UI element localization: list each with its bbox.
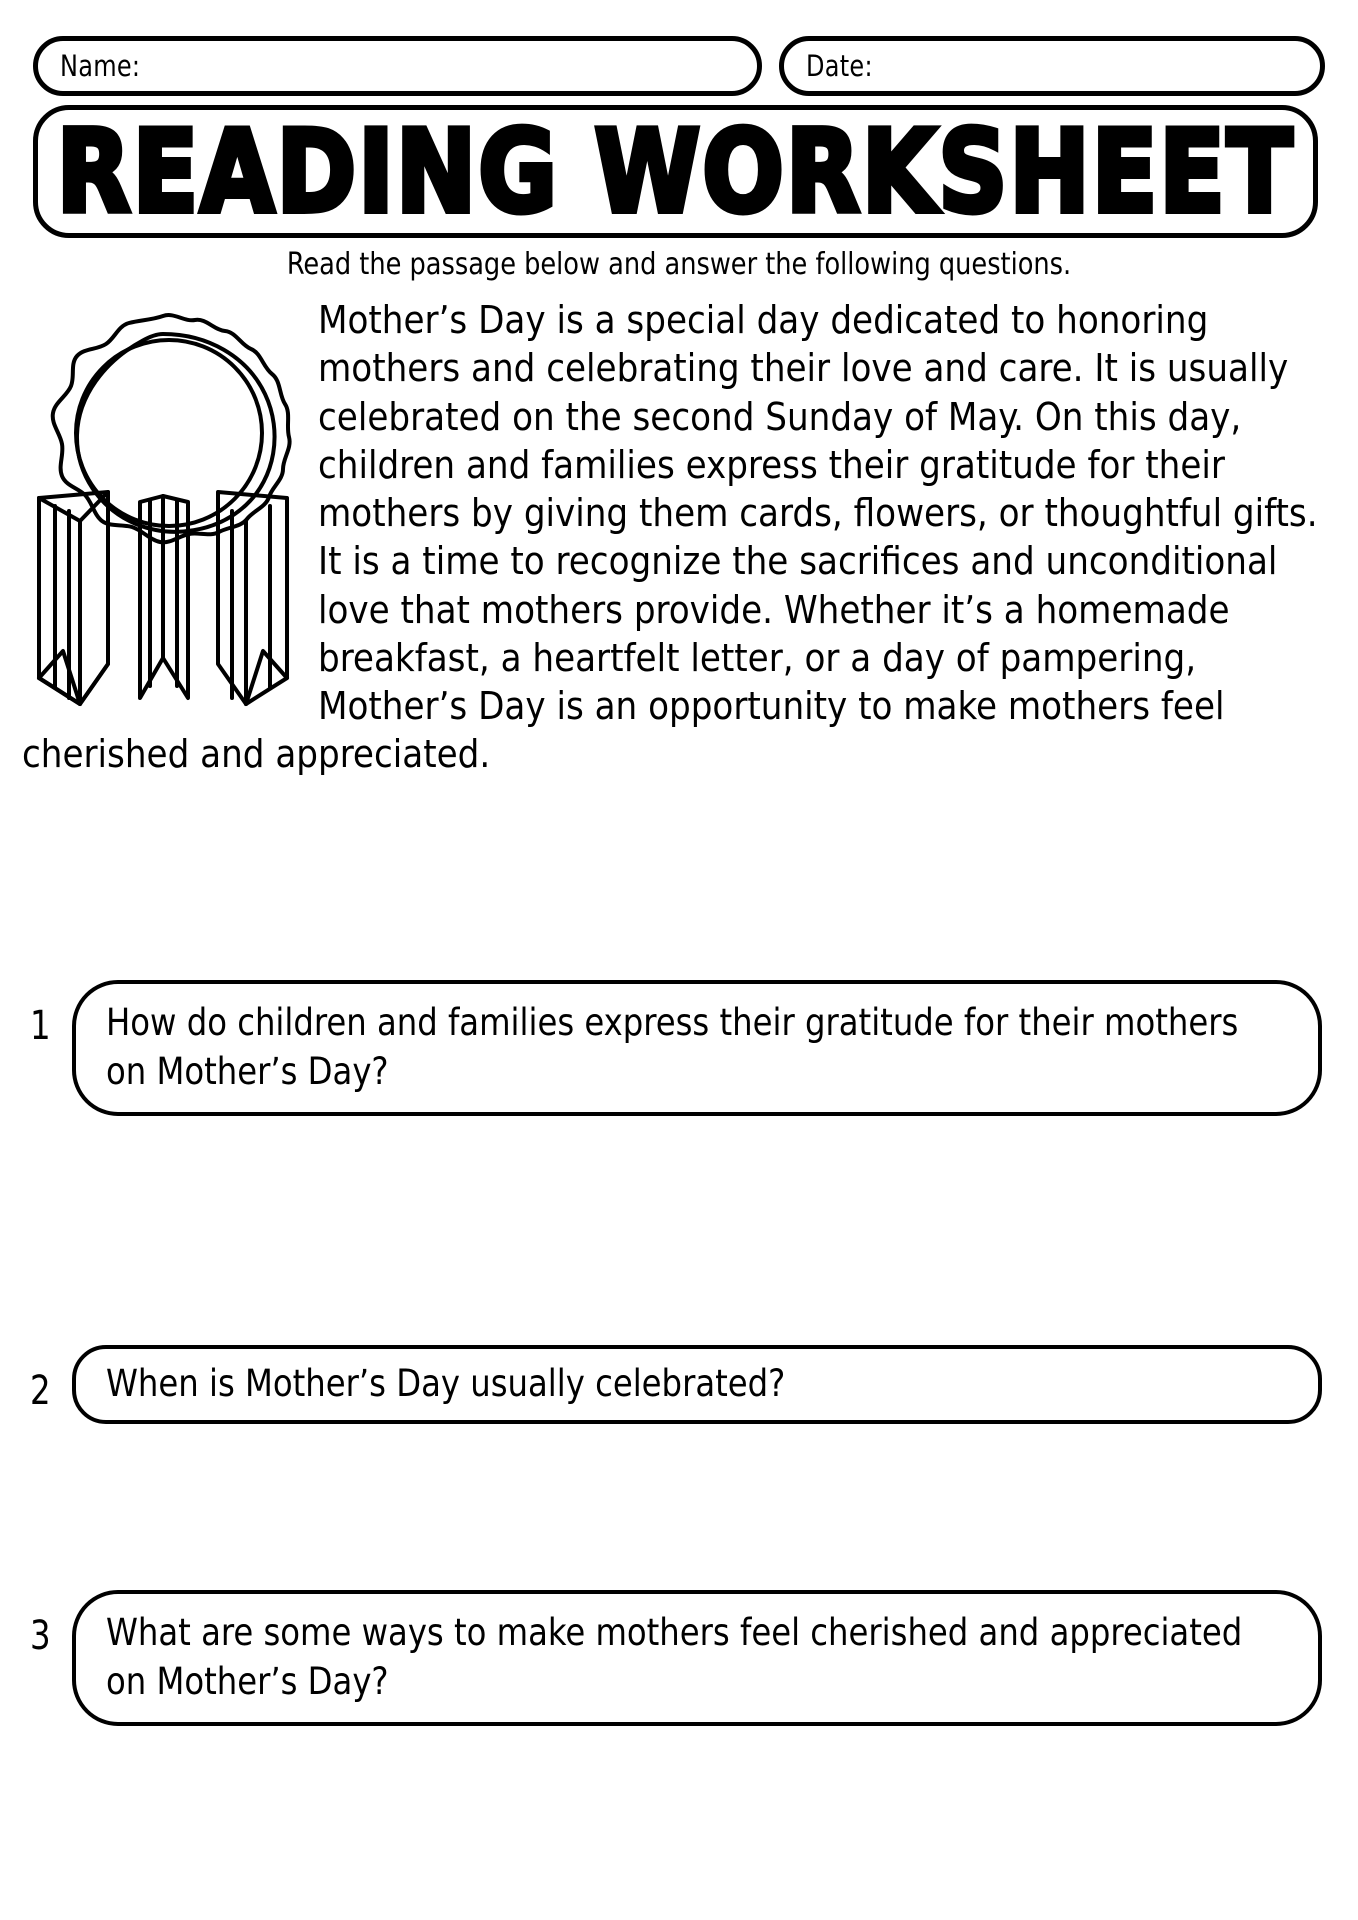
question-number-1: 1 — [30, 1003, 51, 1049]
question-number-3: 3 — [30, 1613, 51, 1659]
name-field[interactable] — [33, 36, 762, 96]
question-item-2 — [30, 1345, 1322, 1424]
question-item-3 — [30, 1590, 1322, 1726]
date-field-label: Date: — [806, 48, 873, 83]
question-text-3: What are some ways to make mothers feel cherished and appreciated on Mother’s Day? — [106, 1611, 1243, 1704]
award-ribbon-rosette-icon — [22, 306, 304, 726]
title-banner — [33, 105, 1318, 238]
question-text-2: When is Mother’s Day usually celebrated? — [106, 1362, 786, 1405]
name-field-label: Name: — [60, 48, 141, 83]
question-box-2[interactable] — [72, 1345, 1322, 1424]
question-number-2: 2 — [30, 1368, 51, 1414]
date-field[interactable] — [779, 36, 1325, 96]
instruction-text: Read the passage below and answer the following questions. — [286, 247, 1072, 282]
passage-section — [22, 296, 1340, 779]
question-item-1 — [30, 980, 1322, 1116]
question-text-1: How do children and families express their gratitude for their mothers on Mother’s Day? — [106, 1001, 1239, 1094]
question-box-3[interactable] — [72, 1590, 1322, 1726]
header-fields-row — [33, 36, 1325, 96]
question-box-1[interactable] — [72, 980, 1322, 1116]
passage-body: Mother’s Day is a special day dedicated to honoring mothers and celebrating their love and care. It is usually celebrated on the second Sunday of May. On this day, children and families express their gratitude for their mothers by giving them cards, flowers, or thoughtful gifts. It is a time to recognize the sacrifices and unconditional love that mothers provide. Whether it’s a homemade breakfast, a heartfelt letter, or a day of pampering, Mother’s Day is an opportunity to make mothers feel cherished and appreciated. — [22, 298, 1318, 777]
page-title: READING WORKSHEET — [56, 105, 1295, 238]
